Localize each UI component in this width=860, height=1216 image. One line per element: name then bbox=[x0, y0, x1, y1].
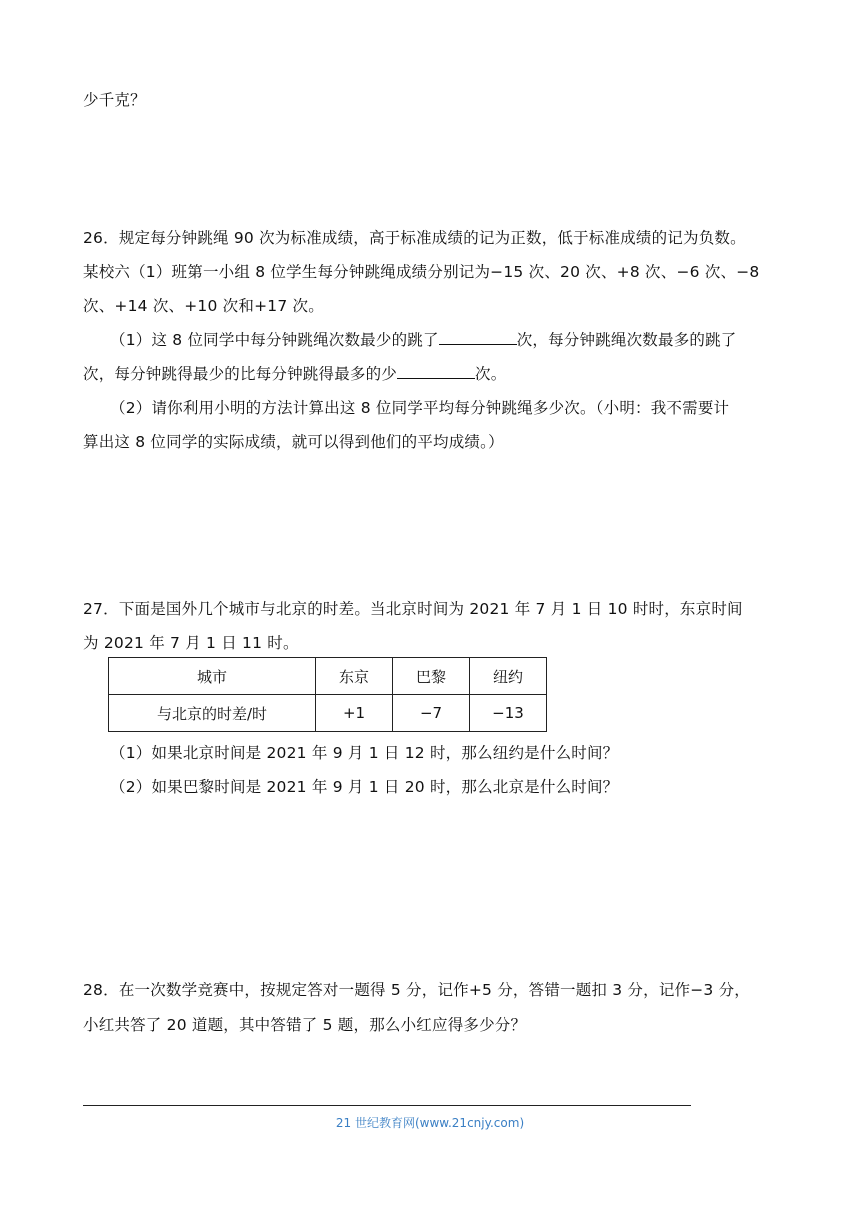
table-row bbox=[109, 695, 547, 732]
q28-line-1: 28．在一次数学竞赛中，按规定答对一题得 5 分，记作+5 分，答错一题扣 3 分，记作−3 分， bbox=[83, 981, 751, 999]
q26-line-2: 某校六（1）班第一小组 8 位学生每分钟跳绳成绩分别记为−15 次、20 次、+8 次、−6 次、−8 bbox=[83, 263, 760, 281]
q26-part1-text-c: 次，每分钟跳得最少的比每分钟跳得最多的少 bbox=[83, 365, 398, 383]
table-header-cell: 巴黎 bbox=[393, 658, 470, 695]
q26-line-3: 次、+14 次、+10 次和+17 次。 bbox=[83, 297, 324, 315]
table-row bbox=[109, 658, 547, 695]
q28-line-2: 小红共答了 20 道题，其中答错了 5 题，那么小红应得多少分？ bbox=[83, 1016, 527, 1034]
time-difference-table bbox=[108, 657, 547, 732]
table-header-cell: 城市 bbox=[109, 658, 316, 695]
q27-line-1: 27．下面是国外几个城市与北京的时差。当北京时间为 2021 年 7 月 1 日 10 时时，东京时间 bbox=[83, 600, 743, 618]
q26-part1-line2 bbox=[83, 362, 506, 384]
table-cell: +1 bbox=[316, 695, 393, 732]
q26-part1-line1 bbox=[110, 328, 737, 350]
q26-part1-text-b: 次，每分钟跳绳次数最多的跳了 bbox=[516, 331, 737, 349]
q26-part2-line2: 算出这 8 位同学的实际成绩，就可以得到他们的平均成绩。） bbox=[83, 433, 504, 451]
q26-line-1: 26．规定每分钟跳绳 90 次为标准成绩，高于标准成绩的记为正数，低于标准成绩的记为负数。 bbox=[83, 229, 746, 247]
q27-part1: （1）如果北京时间是 2021 年 9 月 1 日 12 时，那么纽约是什么时间？ bbox=[110, 744, 619, 762]
footer-divider bbox=[83, 1105, 691, 1106]
q26-part1-text-a: （1）这 8 位同学中每分钟跳绳次数最少的跳了 bbox=[110, 331, 439, 349]
q26-part1-text-d: 次。 bbox=[475, 365, 507, 383]
table-header-cell: 纽约 bbox=[470, 658, 547, 695]
q25-tail-text: 少千克？ bbox=[83, 91, 146, 109]
table-cell: −13 bbox=[470, 695, 547, 732]
answer-blank-2 bbox=[397, 364, 475, 379]
q26-part2-line1: （2）请你利用小明的方法计算出这 8 位同学平均每分钟跳绳多少次。（小明：我不需要计 bbox=[110, 399, 730, 417]
table-cell: −7 bbox=[393, 695, 470, 732]
table-cell: 与北京的时差/时 bbox=[109, 695, 316, 732]
q27-line-2: 为 2021 年 7 月 1 日 11 时。 bbox=[83, 634, 299, 652]
q27-part2: （2）如果巴黎时间是 2021 年 9 月 1 日 20 时，那么北京是什么时间？ bbox=[110, 778, 619, 796]
table-header-cell: 东京 bbox=[316, 658, 393, 695]
answer-blank-1 bbox=[439, 330, 517, 345]
footer-source: 21 世纪教育网(www.21cnjy.com) bbox=[335, 1116, 525, 1130]
